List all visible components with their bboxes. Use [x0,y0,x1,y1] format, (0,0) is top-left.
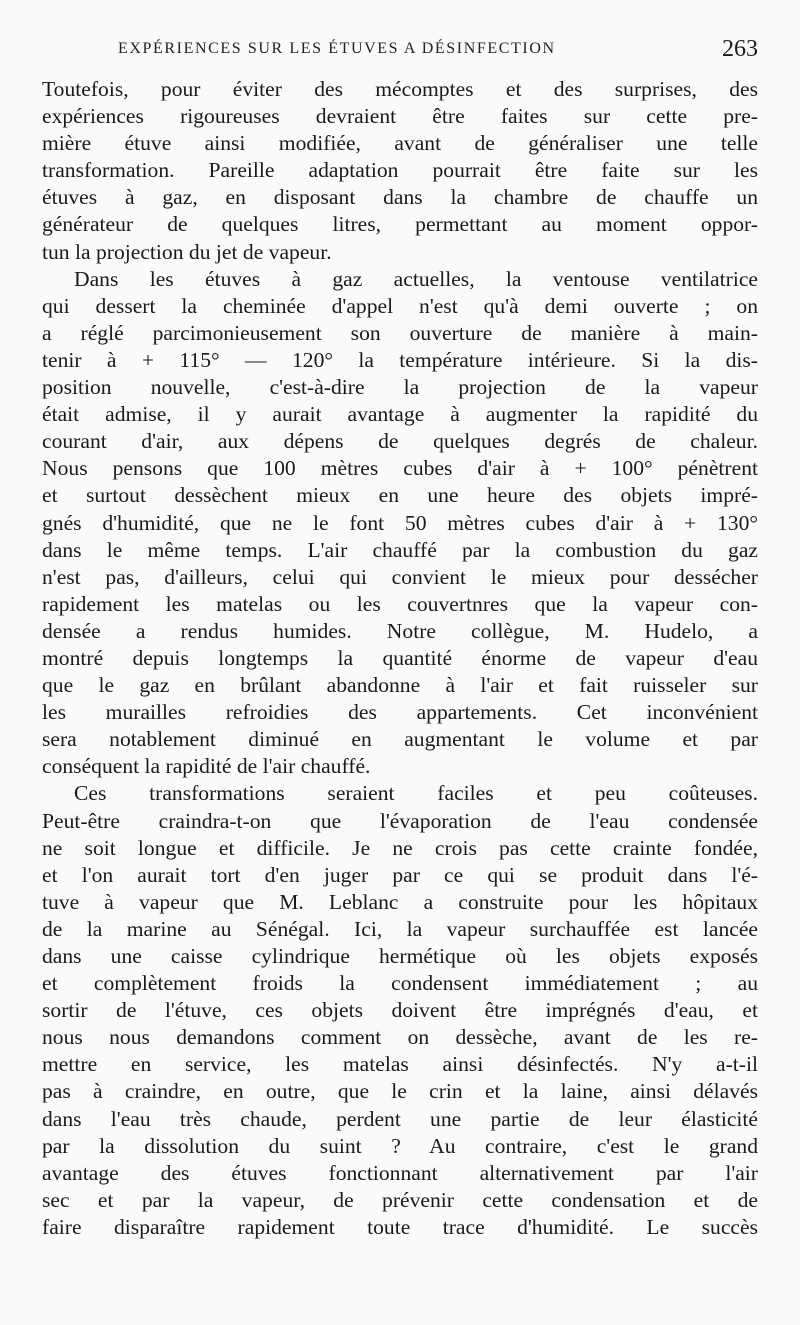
text-line: tenir à + 115° — 120° la température intérieure. Si la dis- [42,347,758,372]
text-line: transformation. Pareille adaptation pourrait être faite sur les [42,158,758,183]
text-line: Nous pensons que 100 mètres cubes d'air à + 100° pénètrent [42,456,758,481]
text-line: conséquent la rapidité de l'air chauffé. [42,754,371,779]
text-line: était admise, il y aurait avantage à augmenter la rapidité du [42,402,758,427]
text-line: les murailles refroidies des appartements. Cet inconvénient [42,700,758,725]
text-line: et l'on aurait tort d'en juger par ce qui se produit dans l'é- [42,862,758,887]
text-line: Dans les étuves à gaz actuelles, la ventouse ventilatrice [74,266,758,291]
paragraph [42,780,758,1241]
text-line: expériences rigoureuses devraient être faites sur cette pre- [42,104,758,129]
text-line: mière étuve ainsi modifiée, avant de généraliser une telle [42,131,758,156]
page-header [118,36,758,66]
text-line: rapidement les matelas ou les couvertnres que la vapeur con- [42,591,758,616]
text-line: et complètement froids la condensent immédiatement ; au [42,971,758,996]
text-line: que le gaz en brûlant abandonne à l'air et fait ruisseler sur [42,673,758,698]
running-head: EXPÉRIENCES SUR LES ÉTUVES A DÉSINFECTION [118,40,556,57]
text-line: gnés d'humidité, que ne le font 50 mètres cubes d'air à + 130° [42,510,758,535]
text-line: sortir de l'étuve, ces objets doivent être imprégnés d'eau, et [42,998,758,1023]
text-line: faire disparaître rapidement toute trace d'humidité. Le succès [42,1214,758,1239]
text-line: densée a rendus humides. Notre collègue, M. Hudelo, a [42,618,758,643]
text-line: dans l'eau très chaude, perdent une partie de leur élasticité [42,1106,758,1131]
text-line: tun la projection du jet de vapeur. [42,239,332,264]
text-line: tuve à vapeur que M. Leblanc a construite pour les hôpitaux [42,889,758,914]
text-line: générateur de quelques litres, permettant au moment oppor- [42,212,758,237]
text-line: pas à craindre, en outre, que le crin et la laine, ainsi délavés [42,1079,758,1104]
text-line: mettre en service, les matelas ainsi désinfectés. N'y a-t-il [42,1052,758,1077]
paragraph [42,266,758,781]
text-line: nous nous demandons comment on dessèche, avant de les re- [42,1025,758,1050]
text-line: Peut-être craindra-t-on que l'évaporation de l'eau condensée [42,808,758,833]
paragraph [42,76,758,266]
text-line: avantage des étuves fonctionnant alternativement par l'air [42,1160,758,1185]
text-line: courant d'air, aux dépens de quelques degrés de chaleur. [42,429,758,454]
text-line: qui dessert la cheminée d'appel n'est qu'à demi ouverte ; on [42,293,758,318]
text-line: Toutefois, pour éviter des mécomptes et des surprises, des [42,77,758,101]
text-line: dans le même temps. L'air chauffé par la combustion du gaz [42,537,758,562]
page-number: 263 [722,36,758,62]
text-line: et surtout dessèchent mieux en une heure des objets impré- [42,483,758,508]
text-line: dans une caisse cylindrique hermétique où les objets exposés [42,944,758,968]
text-line: ne soit longue et difficile. Je ne crois pas cette crainte fondée, [42,835,758,860]
text-line: Ces transformations seraient faciles et peu coûteuses. [74,781,758,806]
text-line: n'est pas, d'ailleurs, celui qui convient le mieux pour dessécher [42,564,758,589]
text-line: sec et par la vapeur, de prévenir cette condensation et de [42,1187,758,1212]
text-line: montré depuis longtemps la quantité énorme de vapeur d'eau [42,645,758,670]
text-line: étuves à gaz, en disposant dans la chambre de chauffe un [42,185,758,210]
text-line: par la dissolution du suint ? Au contraire, c'est le grand [42,1133,758,1158]
text-line: de la marine au Sénégal. Ici, la vapeur surchauffée est lancée [42,916,758,941]
text-line: position nouvelle, c'est-à-dire la projection de la vapeur [42,375,758,400]
text-line: a réglé parcimonieusement son ouverture de manière à main- [42,320,758,345]
body-text [42,76,758,1241]
text-line: sera notablement diminué en augmentant le volume et par [42,727,758,752]
